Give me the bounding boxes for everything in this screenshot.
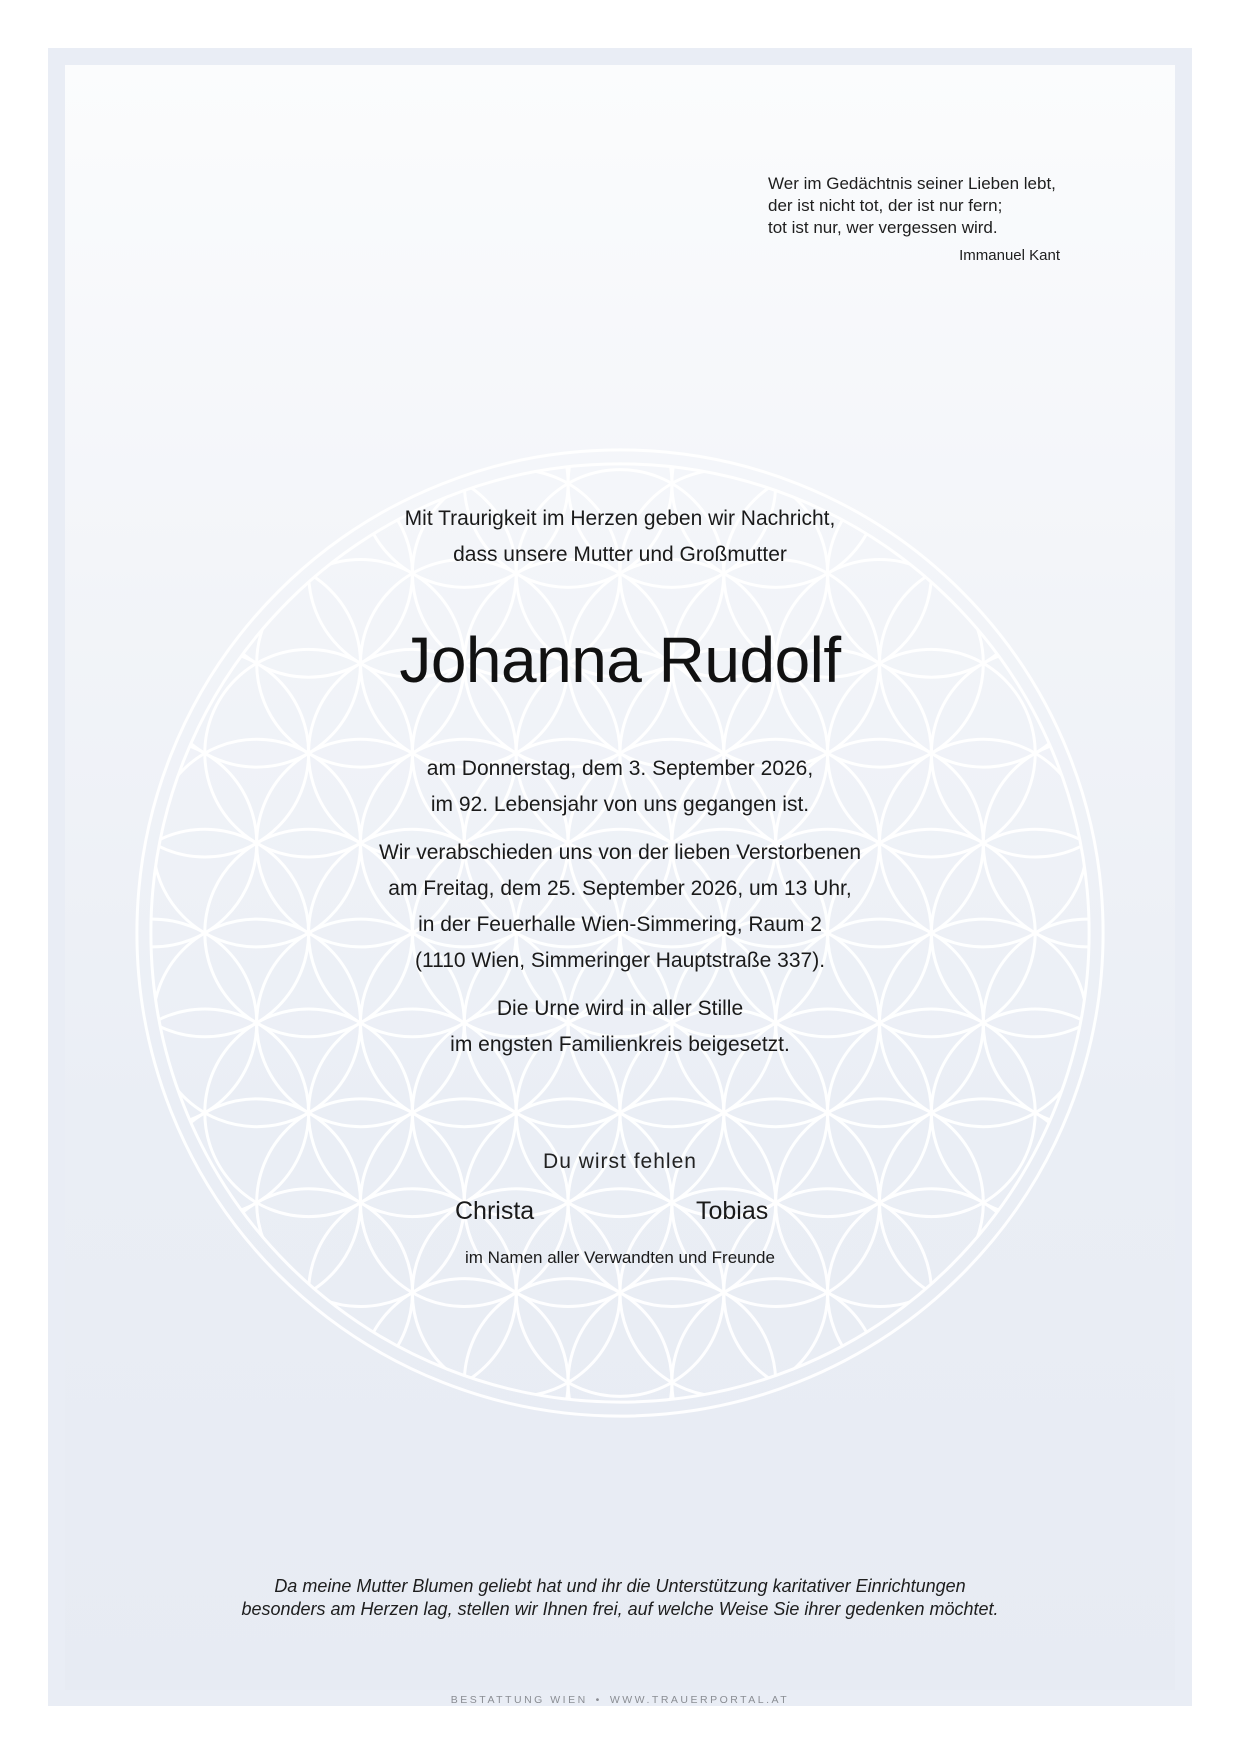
farewell-line: am Freitag, dem 25. September 2026, um 13 Uhr,: [388, 877, 852, 900]
urn-info: [65, 991, 1175, 1063]
footer-url: WWW.TRAUERPORTAL.AT: [609, 1694, 790, 1706]
details-block: [65, 751, 1175, 1075]
donation-note: [65, 1575, 1175, 1621]
footer-provider: BESTATTUNG WIEN: [450, 1694, 588, 1706]
note-line: Da meine Mutter Blumen geliebt hat und ihr die Unterstützung karitativer Einrichtungen: [274, 1576, 966, 1596]
quote-line: der ist nicht tot, der ist nur fern;: [768, 196, 1003, 215]
deceased-name: Johanna Rudolf: [399, 624, 841, 696]
intro-line: Mit Traurigkeit im Herzen geben wir Nachricht,: [404, 507, 836, 530]
farewell-info: [65, 835, 1175, 979]
urn-line: im engsten Familienkreis beigesetzt.: [450, 1033, 790, 1056]
urn-line: Die Urne wird in aller Stille: [496, 997, 744, 1020]
farewell-line: (1110 Wien, Simmeringer Hauptstraße 337).: [414, 949, 826, 972]
quote-block: [768, 173, 1068, 267]
death-info: [65, 751, 1175, 823]
family-line: im Namen aller Verwandten und Freunde: [465, 1248, 775, 1267]
death-info-line: am Donnerstag, dem 3. September 2026,: [426, 757, 814, 780]
mourner-name: Tobias: [696, 1197, 769, 1225]
ornament-circle: [828, 1189, 1036, 1397]
death-info-line: im 92. Lebensjahr von uns gegangen ist.: [430, 793, 810, 816]
missed-line: Du wirst fehlen: [543, 1150, 697, 1173]
farewell-line: in der Feuerhalle Wien-Simmering, Raum 2: [418, 913, 822, 936]
mourner-name: Christa: [455, 1197, 535, 1225]
intro-text: [65, 501, 1175, 573]
quote-line: tot ist nur, wer vergessen wird.: [768, 218, 998, 237]
footer-separator: •: [595, 1694, 602, 1706]
intro-line: dass unsere Mutter und Großmutter: [453, 543, 787, 566]
quote-author: Immanuel Kant: [959, 247, 1060, 264]
quote-line: Wer im Gedächtnis seiner Lieben lebt,: [768, 174, 1056, 193]
ornament-circle: [205, 1189, 413, 1397]
farewell-line: Wir verabschieden uns von der lieben Verstorbenen: [378, 841, 862, 864]
obituary-card: [65, 65, 1175, 1690]
note-line: besonders am Herzen lag, stellen wir Ihnen frei, auf welche Weise Sie ihrer gedenken möchtet.: [241, 1599, 999, 1619]
footer: [0, 1692, 1240, 1708]
